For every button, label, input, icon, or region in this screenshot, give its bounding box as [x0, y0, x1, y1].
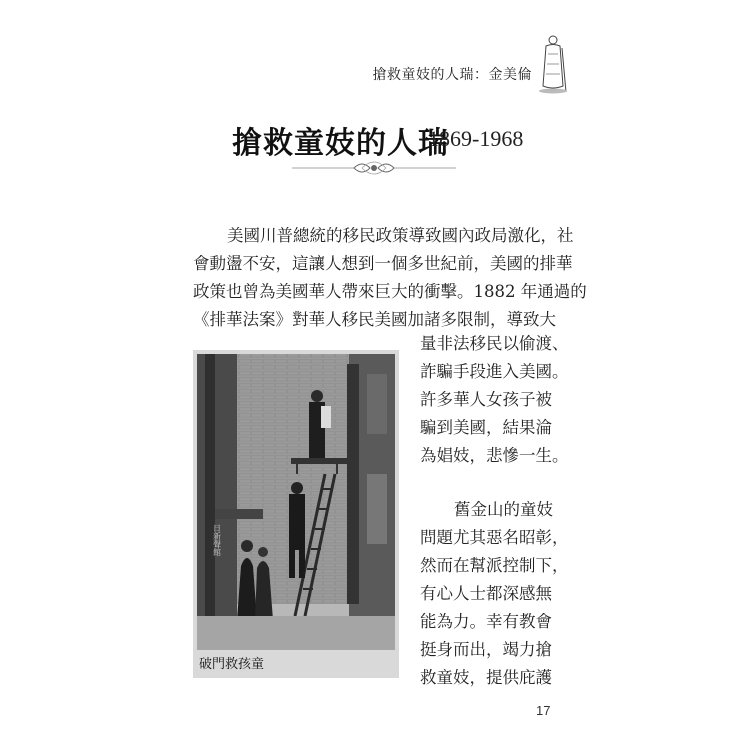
text-line: 美國川普總統的移民政策導致國內政局激化，社: [227, 226, 574, 245]
text-line: 然而在幫派控制下，: [420, 556, 569, 575]
body-paragraph-1: [193, 222, 587, 334]
page-number: 17: [536, 703, 551, 718]
side-column-text-1: [420, 330, 570, 470]
text-line: 為娼妓，悲慘一生。: [420, 446, 569, 465]
chapter-title: 搶救童妓的人瑞: [232, 126, 449, 161]
title-ornament: [292, 156, 456, 180]
text-line: 騙到美國，結果淪: [420, 418, 552, 437]
text-line: 量非法移民以偷渡、: [420, 334, 569, 353]
historical-photo-frame: [193, 350, 399, 678]
text-line: 會動盪不安，這讓人想到一個多世紀前，美國的排華: [193, 254, 573, 273]
text-line: 能為力。幸有教會: [420, 612, 552, 631]
text-line: 問題尤其惡名昭彰，: [420, 528, 569, 547]
text-line: 救童妓，提供庇護: [420, 668, 552, 687]
text-line: 政策也曾為美國華人帶來巨大的衝擊。1882 年通過的: [193, 282, 587, 301]
running-header: 搶救童妓的人瑞：金美倫: [372, 67, 532, 83]
text-line: 詐騙手段進入美國。: [420, 362, 569, 381]
chapter-years: 1869-1968: [428, 126, 524, 151]
photo-caption: 破門救孩童: [199, 657, 265, 672]
shop-sign-text: 日新聲館: [212, 524, 222, 556]
historical-photo: [197, 354, 395, 650]
header-figure-illustration: [536, 34, 570, 96]
text-line: 《排華法案》對華人移民美國加諸多限制，導致大: [193, 310, 556, 329]
text-line: 挺身而出，竭力搶: [420, 640, 552, 659]
text-line: 許多華人女孩子被: [420, 390, 552, 409]
side-column-text-2: [420, 496, 570, 692]
text-line: 有心人士都深感無: [420, 584, 552, 603]
text-line: 舊金山的童妓: [454, 500, 553, 519]
